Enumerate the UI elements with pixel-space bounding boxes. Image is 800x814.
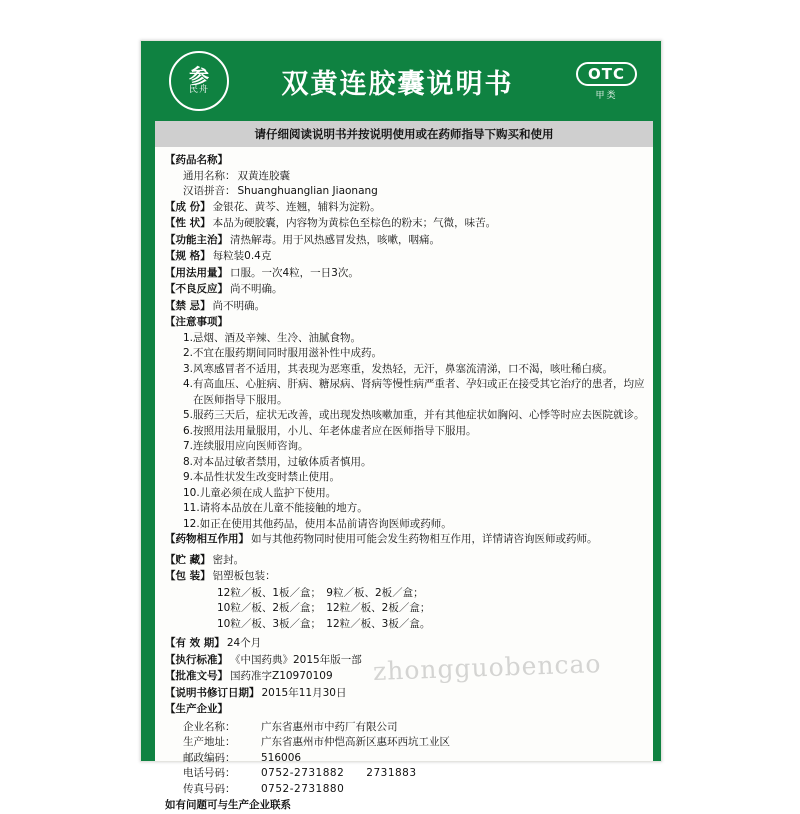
brand-logo <box>169 51 229 111</box>
list-item-text: 按照用法用量服用，小儿、年老体虚者应在医师指导下服用。 <box>193 424 477 437</box>
list-item <box>183 362 645 378</box>
list-item-number: 11. <box>183 502 200 514</box>
list-item-number: 8. <box>183 455 194 468</box>
section-dosage <box>165 266 645 282</box>
interaction-value: 如与其他药物同时使用可能会发生药物相互作用，详情请咨询医师或药师。 <box>251 533 598 545</box>
contraindications-value: 尚不明确。 <box>212 299 266 312</box>
interaction-key: 【药物相互作用】 <box>165 533 249 545</box>
list-item <box>183 439 645 455</box>
section-package <box>165 569 645 585</box>
list-item <box>183 470 645 486</box>
list-item <box>183 501 645 517</box>
section-revision-date <box>165 686 645 702</box>
list-item-text: 忌烟、酒及辛辣、生冷、油腻食物。 <box>193 331 362 344</box>
common-name-key: 通用名称： <box>183 169 236 182</box>
page-title: 双黄连胶囊说明书 <box>281 68 514 100</box>
list-item <box>183 331 645 347</box>
list-item-text: 请将本品放在儿童不能接触的地方。 <box>199 502 368 514</box>
package-detail-lines <box>165 586 645 633</box>
list-item <box>183 486 645 502</box>
ingredients-value: 金银花、黄芩、连翘，辅料为淀粉。 <box>212 200 381 213</box>
list-item-number: 7. <box>183 440 194 452</box>
adverse-value: 尚不明确。 <box>230 283 283 295</box>
standard-value: 《中国药典》2015年版一部 <box>230 653 362 666</box>
contraindications-key: 【禁 忌】 <box>165 299 211 312</box>
list-item-number: 12. <box>183 517 200 530</box>
precautions-list <box>165 331 645 533</box>
phone-value: 0752-2731882 2731883 <box>261 767 417 779</box>
logo-text: 民舟 <box>188 84 209 95</box>
list-item-number: 5. <box>183 409 194 421</box>
address-key: 生产地址： <box>183 736 236 748</box>
list-item-number: 3. <box>183 362 194 375</box>
storage-value: 密封。 <box>212 553 245 566</box>
package-line: 10粒／板、3板／盒； 12粒／板、3板／盒。 <box>217 617 431 630</box>
section-specification <box>165 249 645 265</box>
watermark-text: zhongguobencao <box>372 649 602 686</box>
package-line: 10粒／板、2板／盒； 12粒／板、2板／盒； <box>217 602 431 614</box>
list-item-text: 本品性状发生改变时禁止使用。 <box>193 471 341 483</box>
list-item-text: 有高血压、心脏病、肝病、糖尿病、肾病等慢性病严重者、孕妇或正在接受其它治疗的患者，均应在医师指导下服用。 <box>193 378 645 406</box>
pinyin-value: Shuanghuanglian Jiaonang <box>237 185 378 197</box>
list-item-number: 9. <box>183 471 194 483</box>
validity-value: 24个月 <box>226 637 262 649</box>
dosage-value: 口服。一次4粒，一日3次。 <box>230 266 359 279</box>
approval-key: 【批准文号】 <box>165 670 228 682</box>
dosage-key: 【用法用量】 <box>165 266 228 279</box>
list-item <box>183 455 645 471</box>
spec-key: 【规 格】 <box>165 250 211 262</box>
storage-key: 【贮 藏】 <box>165 553 211 566</box>
section-function <box>165 233 645 249</box>
list-item <box>183 424 645 440</box>
document-header <box>155 41 653 121</box>
fax-key: 传真号码： <box>183 782 236 795</box>
section-interaction <box>165 532 645 548</box>
read-notice-banner: 请仔细阅读说明书并按说明使用或在药师指导下购买和使用 <box>155 121 653 147</box>
function-value: 清热解毒。用于风热感冒发热，咳嗽，咽痛。 <box>230 233 440 246</box>
section-contraindications <box>165 299 645 315</box>
otc-badge-group <box>576 62 637 101</box>
character-value: 本品为硬胶囊，内容物为黄棕色至棕色的粉末；气微，味苦。 <box>212 217 497 229</box>
section-adverse-reactions <box>165 282 645 298</box>
list-item-number: 2. <box>183 347 194 359</box>
list-item <box>183 517 645 533</box>
section-standard <box>165 653 645 669</box>
left-green-band <box>141 41 155 761</box>
list-item-text: 风寒感冒者不适用，其表现为恶寒重，发热轻，无汗，鼻塞流清涕，口不渴，咳吐稀白痰。 <box>193 362 614 375</box>
section-drug-name-title: 【药品名称】 <box>165 154 228 166</box>
package-value: 铝塑板包装： <box>212 570 276 582</box>
otc-label: OTC <box>576 62 637 86</box>
section-character <box>165 216 645 232</box>
phone-key: 电话号码： <box>183 767 236 779</box>
common-name-value: 双黄连胶囊 <box>237 169 290 182</box>
list-item-number: 6. <box>183 424 194 437</box>
logo-mark: 参 <box>189 63 209 88</box>
list-item-number: 1. <box>183 331 194 344</box>
company-key: 企业名称： <box>183 720 236 733</box>
section-storage <box>165 553 645 569</box>
list-item-text: 对本品过敏者禁用，过敏体质者慎用。 <box>193 455 372 468</box>
ingredients-key: 【成 份】 <box>165 200 211 213</box>
postcode-key: 邮政编码： <box>183 751 236 764</box>
list-item-text: 不宜在服药期间同时服用滋补性中成药。 <box>193 347 383 359</box>
insert-body <box>165 153 645 811</box>
list-item-text: 儿童必须在成人监护下使用。 <box>199 486 337 499</box>
section-validity <box>165 636 645 652</box>
manufacturer-group <box>165 720 645 798</box>
address-value: 广东省惠州市仲恺高新区惠环西坑工业区 <box>261 736 450 748</box>
section-precautions-title: 【注意事项】 <box>165 316 228 328</box>
list-item <box>183 408 645 424</box>
list-item-text: 如正在使用其他药品，使用本品前请咨询医师或药师。 <box>199 517 452 530</box>
pinyin-key: 汉语拼音： <box>183 185 236 197</box>
character-key: 【性 状】 <box>165 217 211 229</box>
postcode-value: 516006 <box>261 751 302 764</box>
fax-value: 0752-2731880 <box>261 782 345 795</box>
validity-key: 【有 效 期】 <box>165 637 225 649</box>
function-key: 【功能主治】 <box>165 233 228 246</box>
list-item-number: 10. <box>183 486 200 499</box>
list-item <box>183 377 645 408</box>
otc-class-label: 甲类 <box>595 90 618 101</box>
list-item-number: 4. <box>183 378 194 390</box>
list-item-text: 服药三天后，症状无改善，或出现发热咳嗽加重，并有其他症状如胸闷、心悸等时应去医院就诊。 <box>193 409 645 421</box>
section-ingredients <box>165 200 645 216</box>
section-approval <box>165 669 645 685</box>
drug-name-group <box>165 169 645 200</box>
company-value: 广东省惠州市中药厂有限公司 <box>261 720 398 733</box>
approval-value: 国药准字Z10970109 <box>230 670 333 682</box>
standard-key: 【执行标准】 <box>165 653 228 666</box>
package-key: 【包 装】 <box>165 570 211 582</box>
section-manufacturer-title: 【生产企业】 <box>165 703 228 715</box>
spec-value: 每粒装0.4克 <box>212 250 272 262</box>
contact-note: 如有问题可与生产企业联系 <box>165 799 291 811</box>
right-green-band <box>653 41 661 761</box>
revision-value: 2015年11月30日 <box>261 686 347 699</box>
adverse-key: 【不良反应】 <box>165 283 228 295</box>
package-line: 12粒／板、1板／盒； 9粒／板、2板／盒； <box>217 586 424 599</box>
list-item <box>183 346 645 362</box>
revision-key: 【说明书修订日期】 <box>165 686 260 699</box>
list-item-text: 连续服用应向医师咨询。 <box>193 440 309 452</box>
package-insert-sheet <box>140 40 662 811</box>
